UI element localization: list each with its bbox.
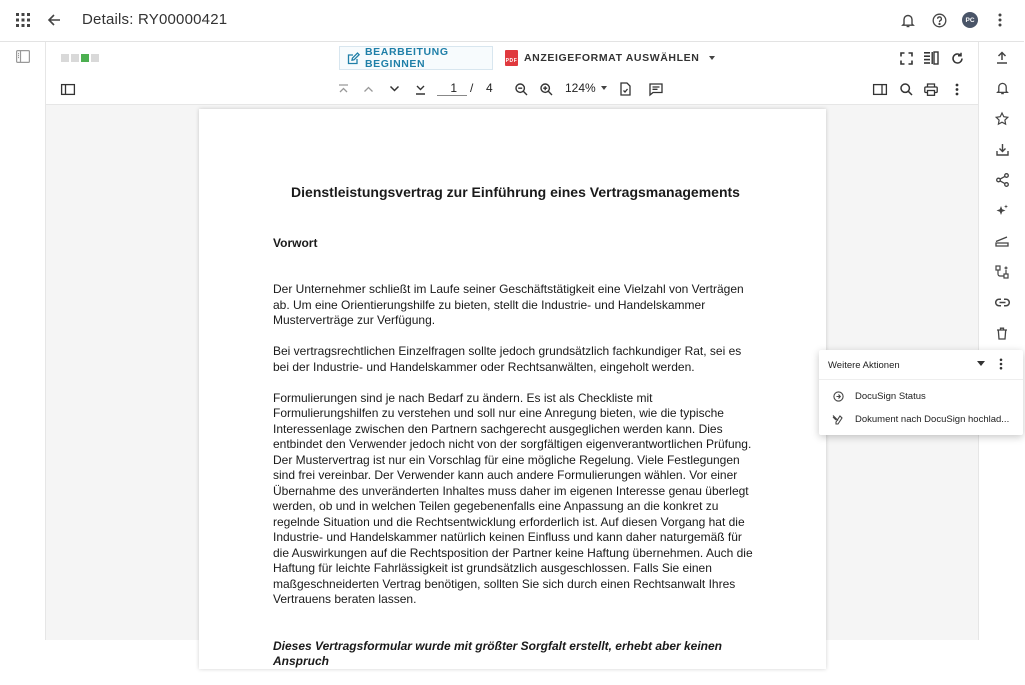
compare-view-icon[interactable] — [921, 48, 941, 68]
last-page-icon[interactable] — [410, 79, 430, 99]
select-format-button[interactable] — [505, 46, 715, 70]
help-icon[interactable] — [929, 10, 949, 30]
toggle-sidebar-icon[interactable] — [16, 50, 30, 63]
edit-icon — [347, 52, 360, 65]
thumbnails-panel-icon[interactable] — [58, 79, 78, 99]
more-actions-popup — [819, 350, 1023, 435]
top-bar — [0, 0, 1024, 42]
zoom-out-icon[interactable] — [511, 79, 531, 99]
page-number-input[interactable]: 1 — [437, 81, 467, 96]
subscribe-bell-icon[interactable] — [992, 78, 1012, 98]
popup-more-vertical-icon[interactable] — [995, 356, 1007, 372]
disclaimer-note: Dieses Vertragsformular wurde mit größter Sorgfalt erstellt, erhebt aber keinen Anspruch — [273, 638, 723, 668]
fullscreen-icon[interactable] — [896, 48, 916, 68]
print-icon[interactable] — [921, 79, 941, 99]
right-action-rail — [978, 42, 1025, 640]
menu-item-label: DocuSign Status — [855, 390, 926, 402]
more-actions-title: Weitere Aktionen — [828, 360, 900, 371]
first-page-icon[interactable] — [333, 79, 353, 99]
menu-item-label: Dokument nach DocuSign hochlad... — [855, 413, 1010, 425]
paragraph: Formulierungen sind je nach Bedarf zu ändern. Es ist als Checkliste mit Formulierungshilfen zu verstehen und soll nur eine Anregung bieten, wie die typische Interessenlage zwischen den Partnern sachgerecht ausgeglichen werden kann. Dies entbindet den Verwender jedoch nicht von der sorgfältigen eigenverantwortlichen Prüfung. Der Mustervertrag ist nur ein Vorschlag für eine mögliche Regelung. Viele Festlegungen sind frei vereinbar. Der Verwender kann auch andere Formulierungen wählen. Vor einer Übernahme des unveränderten Inhaltes muss daher im eigenen Interesse genau überlegt werden, ob und in welchen Teilen gegebenenfalls eine Anpassung an die konkret zu regelnde Situation und die Rechtsentwicklung erforderlich ist. Auf diesen Vorgang hat die Industrie- und Handelskammer natürlich keinen Einfluss und kann daher naturgemäß für die Auswirkungen auf die Rechtsposition der Partner keine Haftung übernehmen. Auch die Haftung für leichte Fahrlässigkeit ist grundsätzlich ausgeschlossen. Falls Sie einen maßgeschneiderten Vertrag benötigen, sollten Sie sich durch einen Rechtsanwalt Ihres Vertrauens beraten lassen. — [273, 390, 753, 606]
zoom-caret-icon — [601, 86, 607, 90]
paragraph: Bei vertragsrechtlichen Einzelfragen sollte jedoch grundsätzlich fachkundiger Rat, sei es bei der Industrie- und Handelskammer oder Rechtsanwälten, eingeholt werden. — [273, 344, 742, 374]
start-editing-label: BEARBEITUNG BEGINNEN — [365, 46, 449, 70]
scan-icon[interactable] — [992, 231, 1012, 251]
document-title: Dienstleistungsvertrag zur Einführung eines Vertragsmanagements — [291, 184, 740, 200]
document-page — [199, 109, 826, 669]
refresh-icon[interactable] — [947, 48, 967, 68]
zoom-level-value: 124% — [565, 81, 596, 95]
page-separator: / — [470, 81, 474, 95]
menu-item-docusign-status[interactable] — [819, 385, 1023, 407]
back-arrow-icon[interactable] — [44, 10, 64, 30]
link-icon[interactable] — [992, 292, 1012, 312]
zoom-level-select[interactable] — [565, 81, 607, 95]
download-icon[interactable] — [992, 139, 1012, 159]
popup-divider — [819, 379, 1023, 380]
dropdown-caret-icon — [709, 56, 715, 60]
pdf-icon: PDF — [505, 50, 518, 66]
user-avatar[interactable]: PC — [962, 12, 978, 28]
upload-icon[interactable] — [992, 47, 1012, 67]
notification-bell-icon[interactable] — [898, 10, 918, 30]
docusign-upload-icon — [832, 413, 844, 425]
document-info-icon[interactable] — [615, 79, 635, 99]
progress-step-4 — [91, 54, 99, 62]
favorite-star-icon[interactable] — [992, 108, 1012, 128]
viewer-more-icon[interactable] — [947, 79, 967, 99]
sidebar-panel-icon[interactable] — [870, 79, 890, 99]
paragraph: Der Unternehmer schließt im Laufe seiner Geschäftstätigkeit eine Vielzahl von Verträgen ab. Um eine Orientierungshilfe zu bieten, stellt die Industrie- und Handelskammer Musterverträge zur Verfügung. — [273, 282, 744, 327]
workflow-icon[interactable] — [992, 262, 1012, 282]
delete-trash-icon[interactable] — [992, 323, 1012, 343]
start-editing-button[interactable] — [339, 46, 493, 70]
progress-step-3 — [81, 54, 89, 62]
collapse-caret-icon[interactable] — [977, 361, 985, 366]
progress-step-2 — [71, 54, 79, 62]
document-content — [273, 185, 758, 685]
select-format-label: ANZEIGEFORMAT AUSWÄHLEN — [524, 52, 700, 64]
share-icon[interactable] — [992, 170, 1012, 190]
more-vertical-icon[interactable] — [990, 10, 1010, 30]
apps-grid-icon[interactable] — [13, 10, 33, 30]
page-title: Details: RY00000421 — [82, 11, 228, 28]
menu-item-docusign-upload[interactable] — [819, 408, 1023, 430]
total-pages: 4 — [486, 81, 493, 95]
search-icon[interactable] — [896, 79, 916, 99]
progress-step-1 — [61, 54, 69, 62]
ai-sparkle-icon[interactable] — [992, 201, 1012, 221]
comment-icon[interactable] — [646, 79, 666, 99]
docusign-status-icon — [832, 390, 844, 402]
next-page-icon[interactable] — [384, 79, 404, 99]
section-heading: Vorwort — [273, 235, 318, 250]
zoom-in-icon[interactable] — [536, 79, 556, 99]
previous-page-icon[interactable] — [358, 79, 378, 99]
left-rail — [0, 42, 46, 640]
